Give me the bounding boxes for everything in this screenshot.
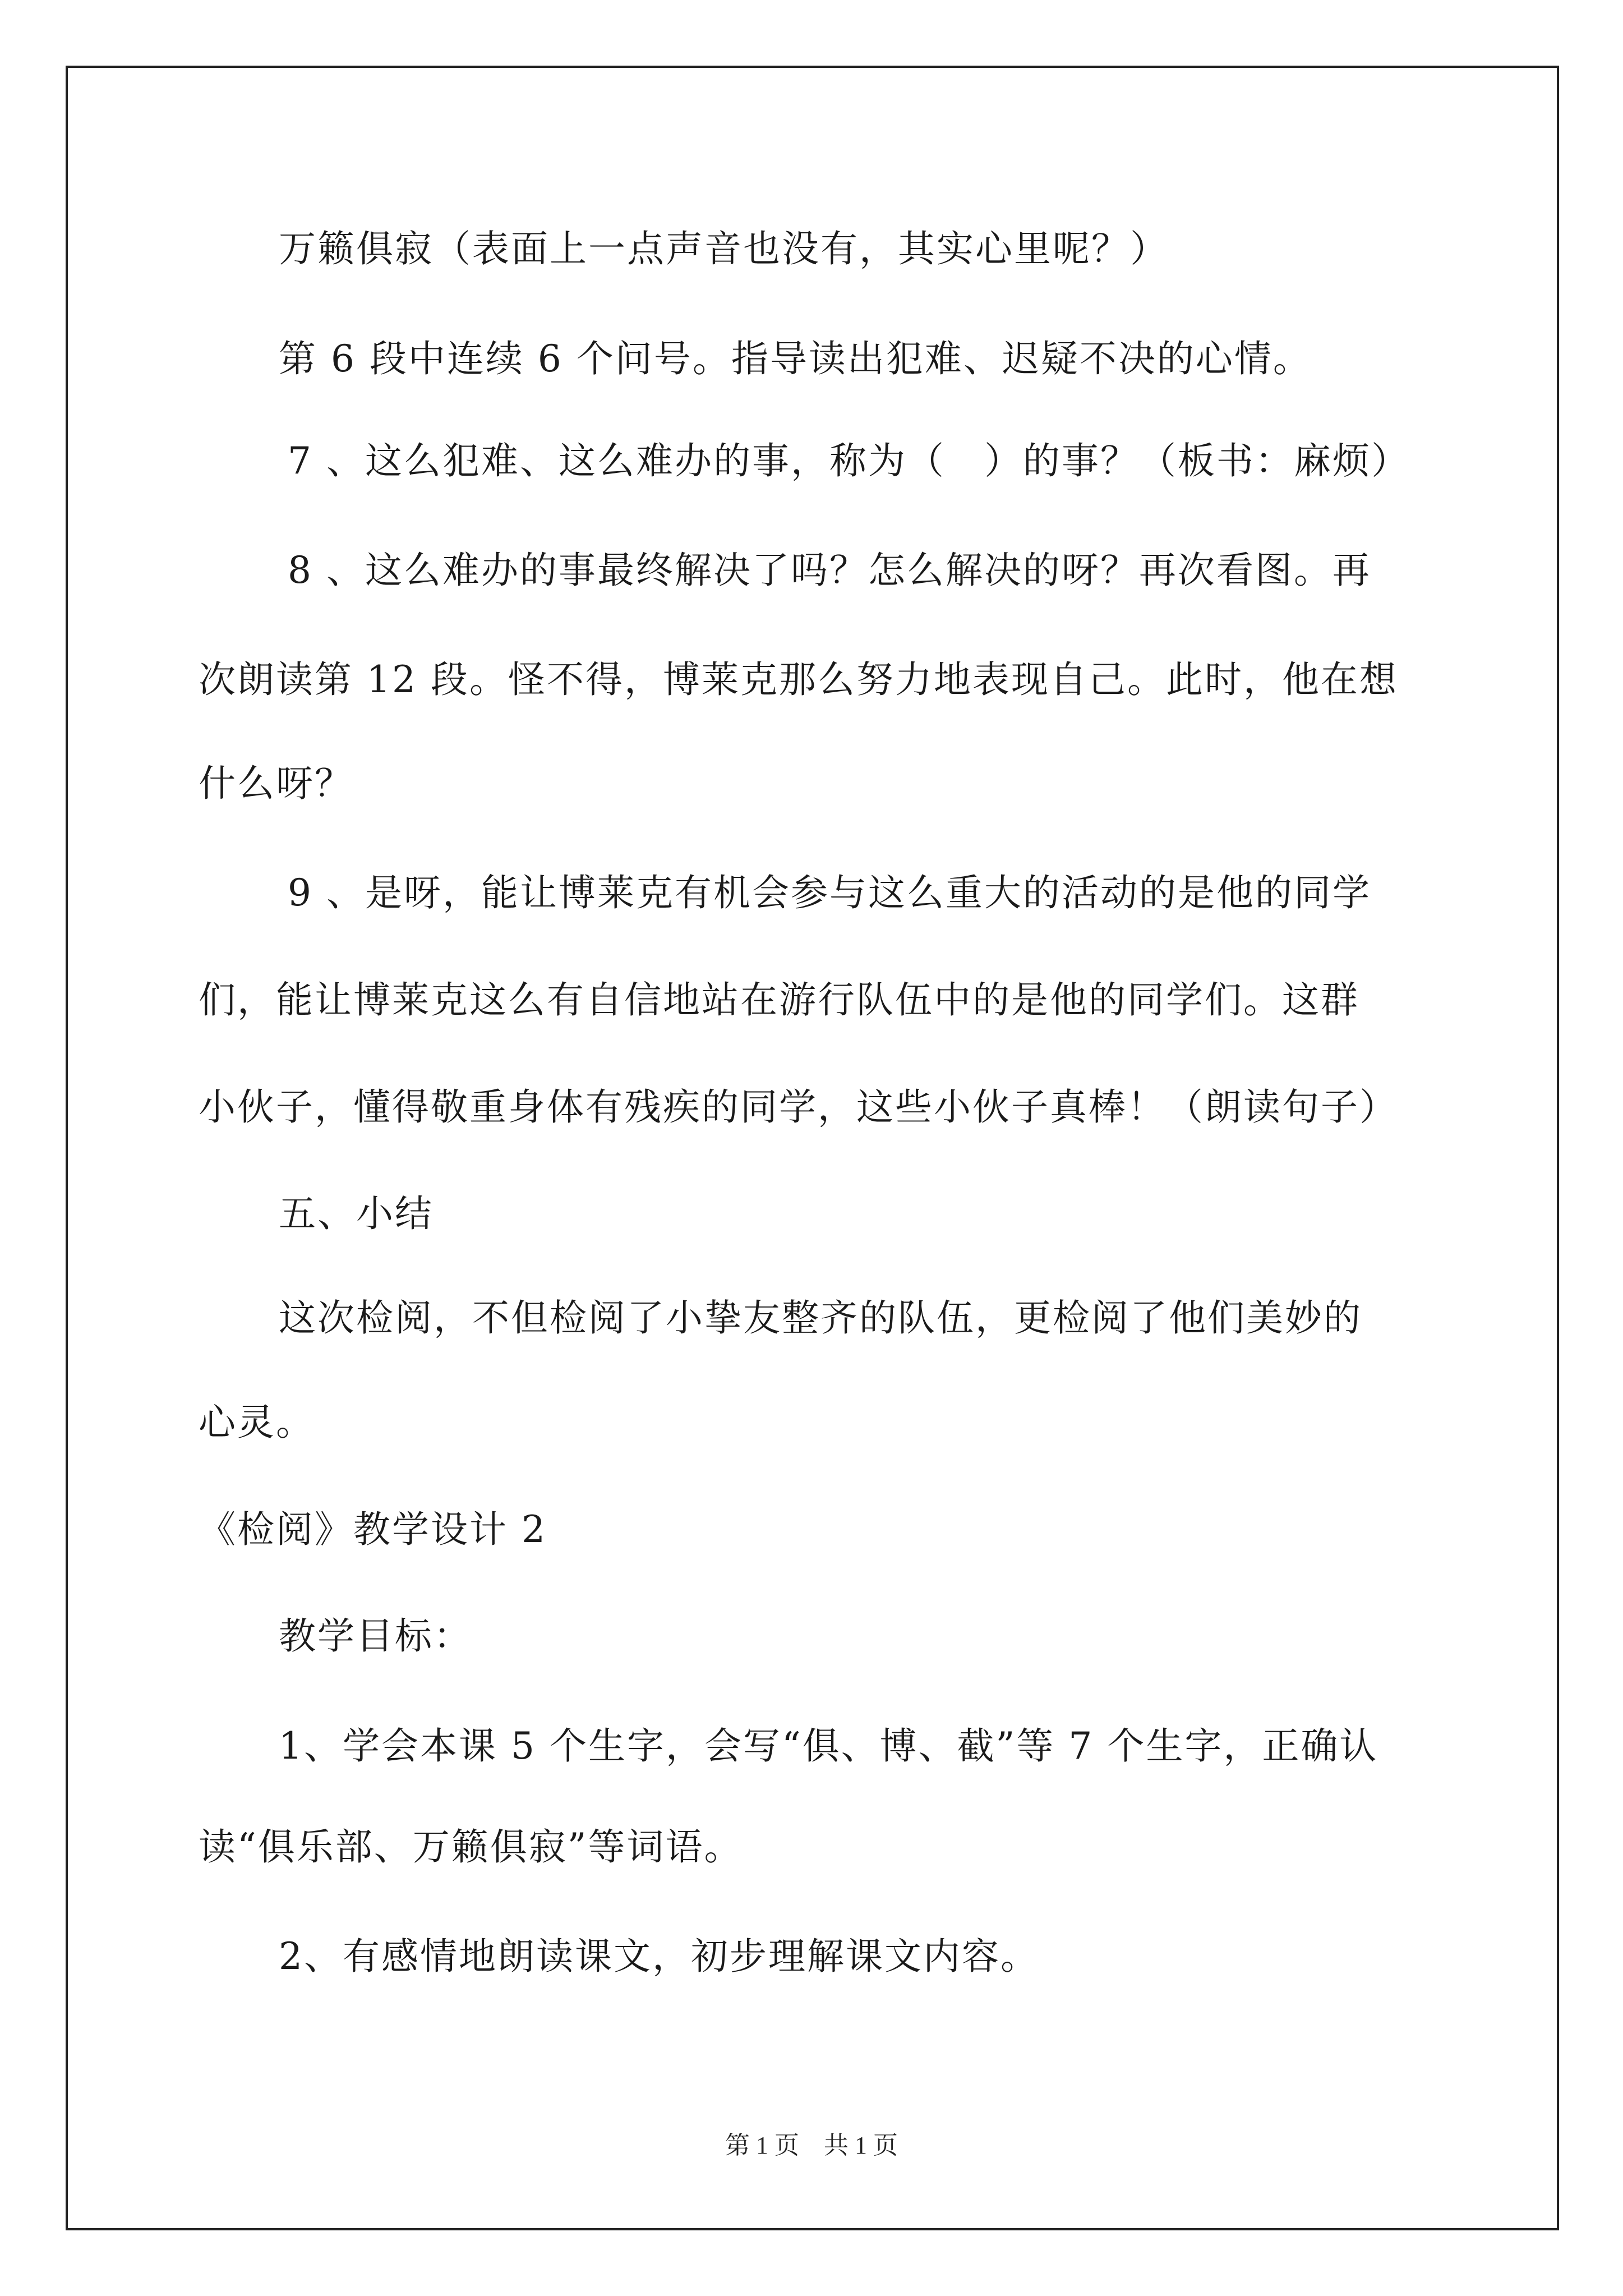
paragraph-line: 第 6 段中连续 6 个问号。指导读出犯难、迟疑不决的心情。 [279, 337, 1312, 380]
paragraph-line: 1、学会本课 5 个生字，会写“俱、博、截”等 7 个生字，正确认 [279, 1724, 1378, 1768]
paragraph-line: 万籁俱寂（表面上一点声音也没有，其实心里呢？） [279, 227, 1169, 270]
paragraph-line: 们，能让博莱克这么有自信地站在游行队伍中的是他的同学们。这群 [199, 978, 1359, 1022]
document-title: 《检阅》教学设计 2 [199, 1508, 547, 1551]
paragraph-line: 次朗读第 12 段。怪不得，博莱克那么努力地表现自己。此时，他在想 [199, 658, 1398, 701]
paragraph-line: 读“俱乐部、万籁俱寂”等词语。 [199, 1825, 743, 1869]
paragraph-line: 7 、这么犯难、这么难办的事，称为（ ）的事？（板书：麻烦） [288, 439, 1410, 482]
paragraph-line: 小伙子，懂得敬重身体有残疾的同学，这些小伙子真棒！（朗读句子） [199, 1085, 1398, 1129]
paragraph-line: 8 、这么难办的事最终解决了吗？怎么解决的呀？再次看图。再 [288, 549, 1371, 592]
paragraph-line: 心灵。 [199, 1401, 315, 1444]
page-footer: 第 1 页 共 1 页 [725, 2132, 898, 2159]
section-heading: 教学目标： [279, 1614, 472, 1658]
paragraph-line: 2、有感情地朗读课文，初步理解课文内容。 [279, 1935, 1039, 1978]
paragraph-line: 这次检阅，不但检阅了小挚友整齐的队伍，更检阅了他们美妙的 [279, 1296, 1362, 1340]
paragraph-line: 什么呀？ [199, 762, 353, 805]
section-heading: 五、小结 [279, 1192, 434, 1235]
paragraph-line: 9 、是呀，能让博莱克有机会参与这么重大的活动的是他的同学 [288, 871, 1371, 914]
